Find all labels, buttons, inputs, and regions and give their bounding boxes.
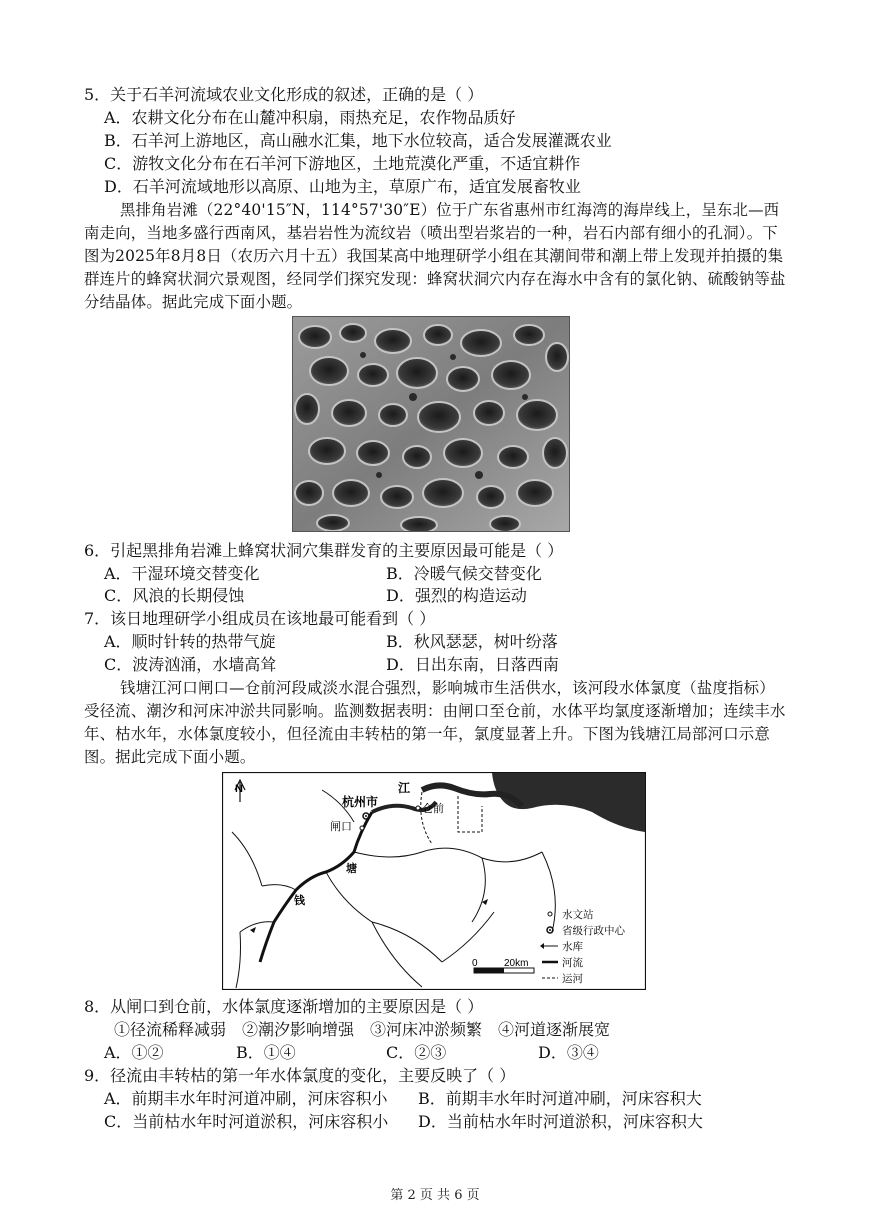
q8-stem: 8．从闸口到仓前，水体氯度逐渐增加的主要原因是（ ） [84, 997, 484, 1016]
q7-option-c: C．波涛汹涌，水墙高耸 [104, 655, 277, 674]
q9-option-c: C．当前枯水年时河道淤积，河床容积小 [104, 1112, 389, 1131]
legend-provincial-center: 省级行政中心 [562, 925, 625, 937]
q6-option-b: B．冷暖气候交替变化 [386, 564, 542, 583]
q5-option-c: C．游牧文化分布在石羊河下游地区，土地荒漠化严重，不适宜耕作 [104, 154, 581, 173]
map-label-tang: 塘 [346, 863, 357, 875]
map-label-qian: 钱 [294, 895, 305, 907]
q8-option-c: C．②③ [386, 1043, 447, 1062]
legend-canal: 运河 [562, 973, 583, 985]
q9-option-d: D．当前枯水年时河道淤积，河床容积大 [418, 1112, 703, 1131]
q7-stem: 7．该日地理研学小组成员在该地最可能看到（ ） [84, 609, 436, 628]
map-label-cangqian: 仓前 [422, 803, 444, 815]
q5-stem: 5．关于石羊河流域农业文化形成的叙述，正确的是（ ） [84, 85, 484, 104]
q9-stem: 9．径流由丰转枯的第一年水体氯度的变化，主要反映了（ ） [84, 1066, 516, 1085]
map-scale-zero: 0 [472, 958, 478, 969]
q6-option-a: A．干湿环境交替变化 [104, 564, 260, 583]
legend-river: 河流 [562, 957, 583, 969]
q5-option-b: B．石羊河上游地区，高山融水汇集，地下水位较高，适合发展灌溉农业 [104, 131, 612, 150]
q7-option-b: B．秋风瑟瑟，树叶纷落 [386, 632, 558, 651]
honeycomb-rock-photo [292, 316, 570, 532]
q9-option-a: A．前期丰水年时河道冲刷，河床容积小 [104, 1089, 388, 1108]
q5-option-a: A．农耕文化分布在山麓冲积扇，雨热充足，农作物品质好 [104, 108, 516, 127]
q7-option-a: A．顺时针转的热带气旋 [104, 632, 276, 651]
q8-option-a: A．①② [104, 1043, 164, 1062]
passage-qiantang: 钱塘江河口闸口—仓前河段咸淡水混合强烈，影响城市生活供水，该河段水体氯度（盐度指标）受径流、潮汐和河床冲淤共同影响。监测数据表明：由闸口至仓前，水体平均氯度逐渐增加；连续丰水年、枯水年，水体氯度较小，但径流由丰转枯的第一年，氯度显著上升。下图为钱塘江局部河口示意图。据此完成下面小题。 [84, 679, 786, 766]
map-label-hangzhou: 杭州市 [342, 795, 379, 809]
q6-option-c: C．风浪的长期侵蚀 [104, 586, 245, 605]
q6-stem: 6．引起黑排角岩滩上蜂窝状洞穴集群发育的主要原因最可能是（ ） [84, 541, 564, 560]
q8-option-d: D．③④ [538, 1043, 599, 1062]
map-north-label: N [235, 783, 243, 795]
map-label-zhakou: 闸口 [330, 821, 352, 833]
map-scale-km: 20km [504, 958, 529, 969]
qiantang-estuary-map [222, 772, 646, 990]
passage-heipaijiao: 黑排角岩滩（22°40'15″N，114°57'30″E）位于广东省惠州市红海湾的海岸线上，呈东北—西南走向，当地多盛行西南风，基岩岩性为流纹岩（喷出型岩浆岩的一种，岩石内部有细小的孔洞）。下图为2025年8月8日（农历六月十五）我国某高中地理研学小组在其潮间带和潮上带上发现并拍摄的集群连片的蜂窝状洞穴景观图，经同学们探究发现：蜂窝状洞穴内存在海水中含有的氯化钠、硫酸钠等盐分结晶体。据此完成下面小题。 [84, 201, 786, 311]
q8-items: ①径流稀释减弱 ②潮汐影响增强 ③河床冲淤频繁 ④河道逐渐展宽 [114, 1020, 611, 1039]
map-label-jiang: 江 [398, 781, 411, 795]
q9-option-b: B．前期丰水年时河道冲刷，河床容积大 [418, 1089, 702, 1108]
legend-hydro-station: 水文站 [562, 909, 594, 921]
q6-option-d: D．强烈的构造运动 [386, 586, 527, 605]
legend-reservoir: 水库 [562, 941, 583, 953]
q5-option-d: D．石羊河流域地形以高原、山地为主，草原广布，适宜发展畜牧业 [104, 177, 581, 196]
q8-option-b: B．①④ [236, 1043, 296, 1062]
page-footer: 第 2 页 共 6 页 [390, 1188, 480, 1203]
q7-option-d: D．日出东南，日落西南 [386, 655, 559, 674]
